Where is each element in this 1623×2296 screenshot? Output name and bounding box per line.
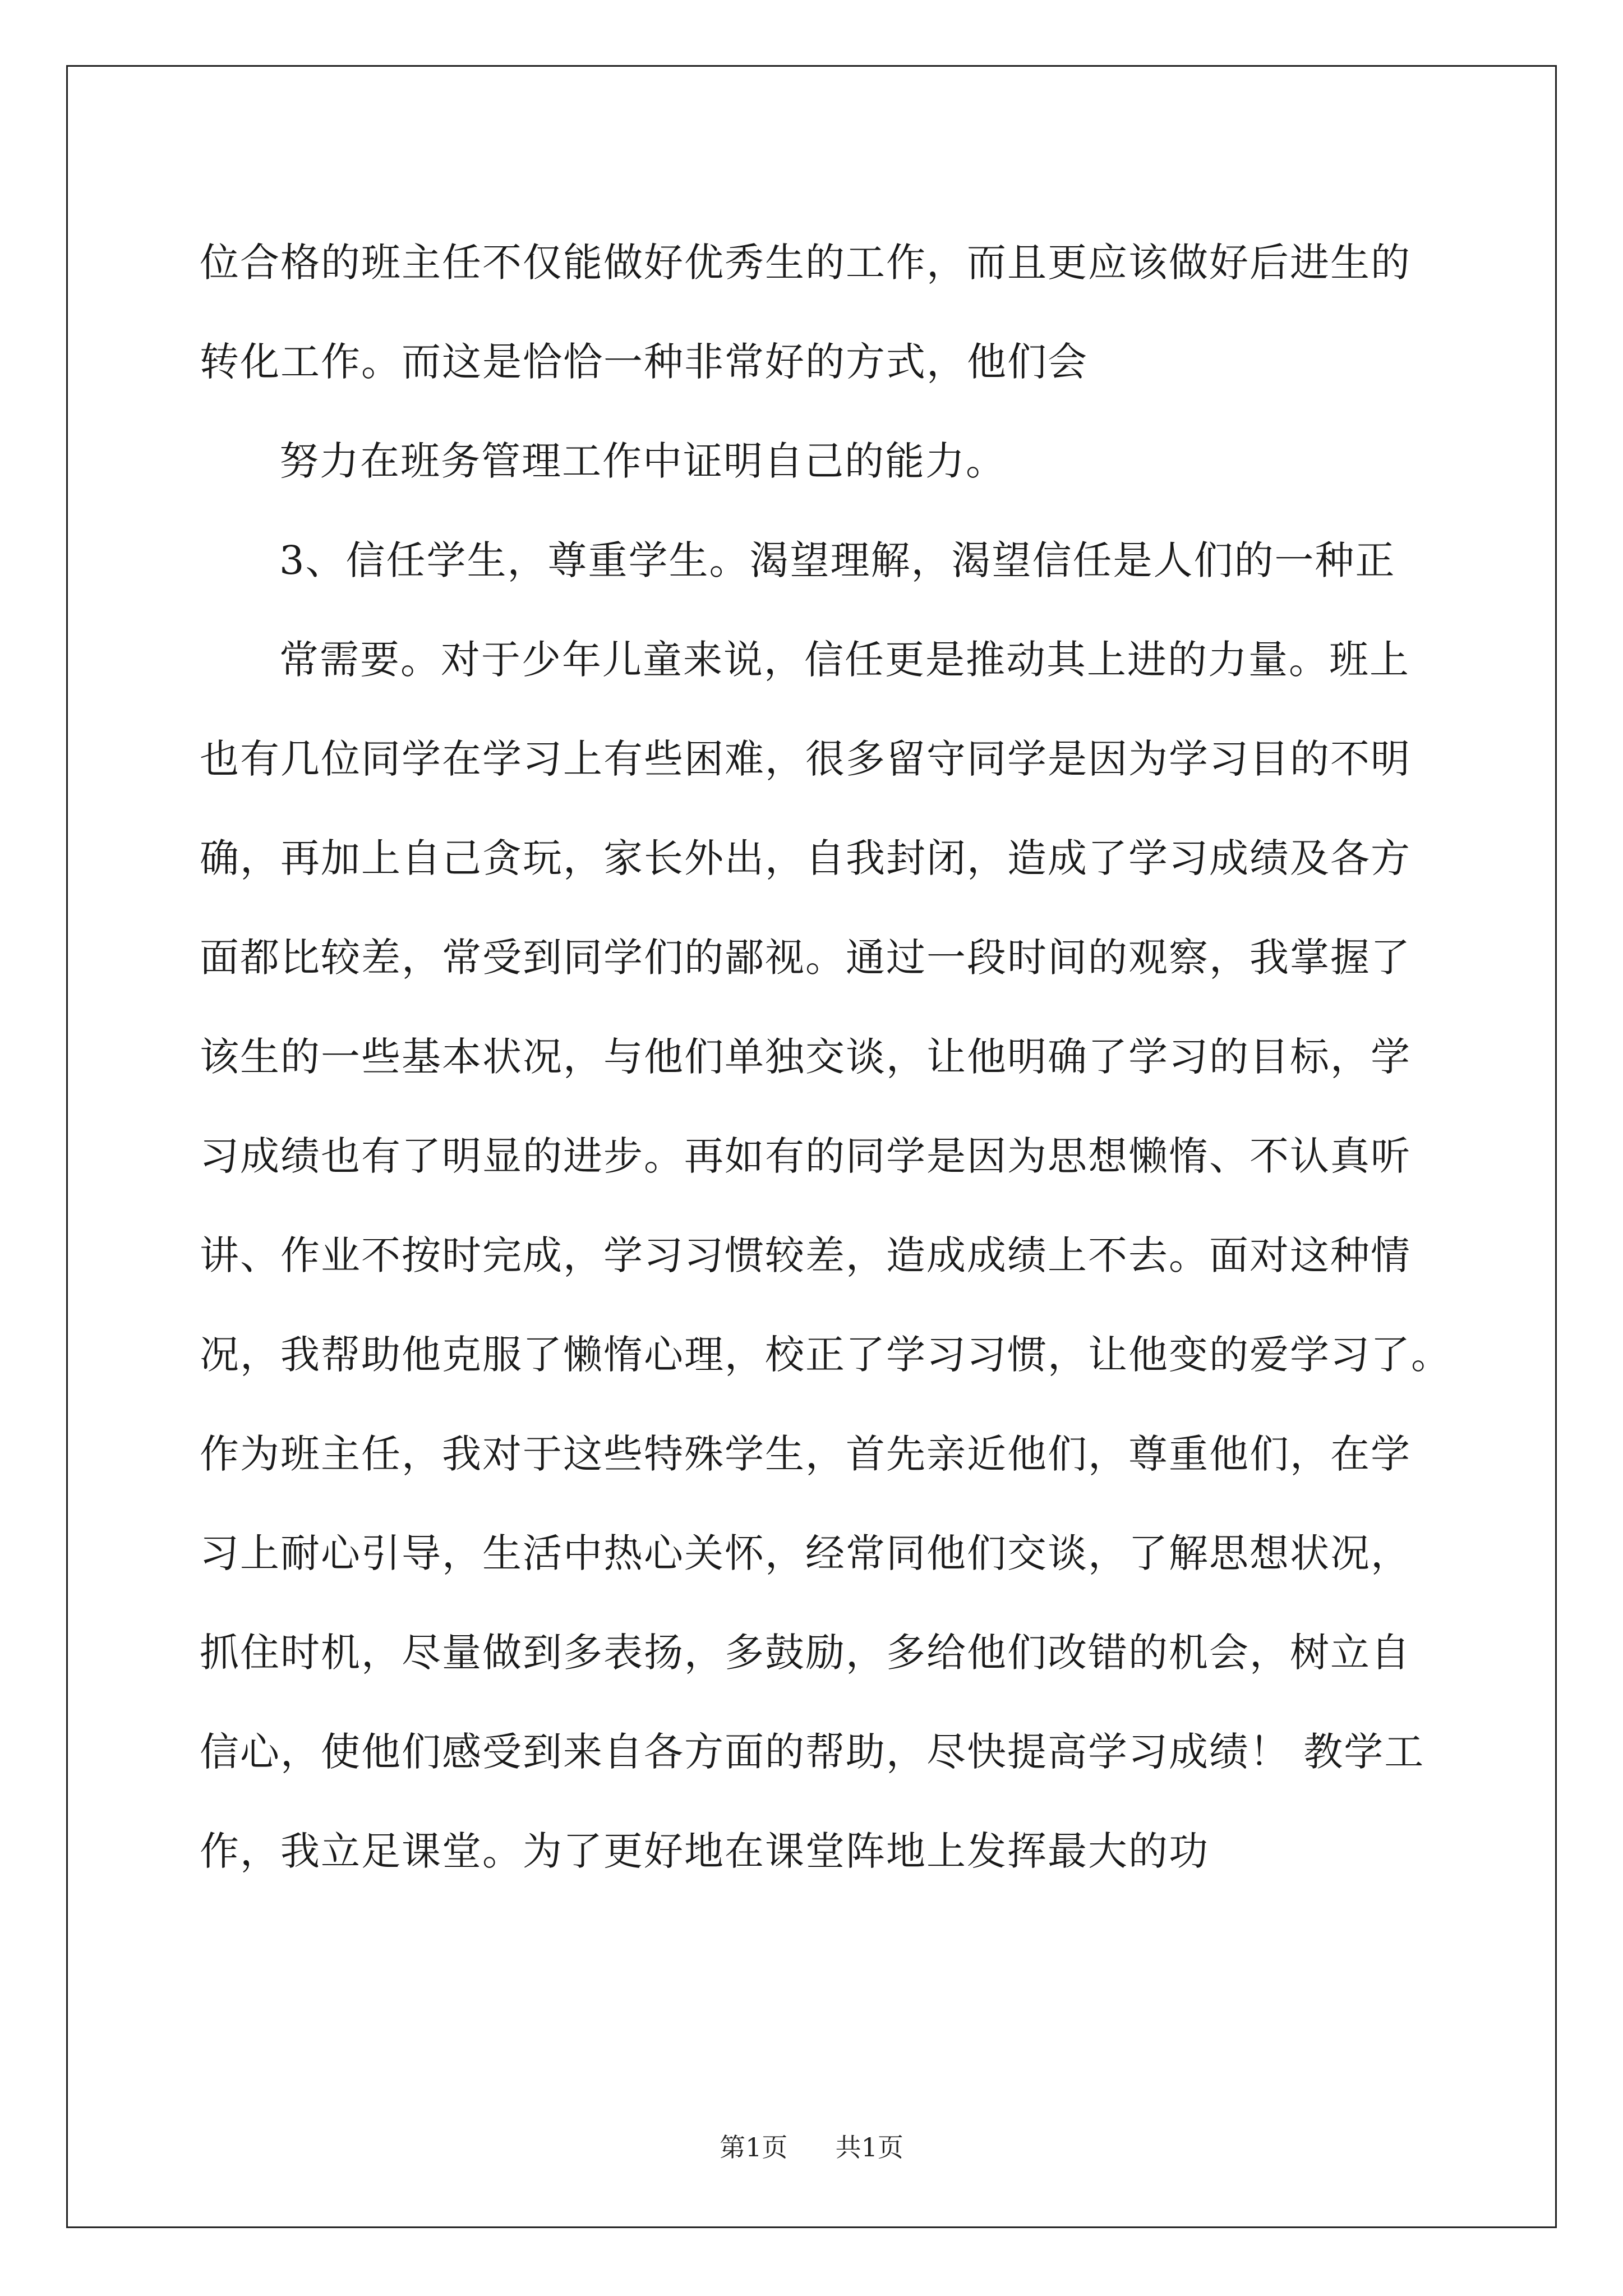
text-line: 况，我帮助他克服了懒惰心理，校正了学习习惯，让他变的爱学习了。 (200, 1332, 1451, 1378)
text-line: 作，我立足课堂。为了更好地在课堂阵地上发挥最大的功 (200, 1828, 1209, 1874)
text-line: 习上耐心引导，生活中热心关怀，经常同他们交谈，了解思想状况， (200, 1530, 1411, 1576)
text-line: 抓住时机，尽量做到多表扬，多鼓励，多给他们改错的机会，树立自 (200, 1630, 1411, 1676)
text-line: 转化工作。而这是恰恰一种非常好的方式，他们会 (200, 339, 1088, 385)
text-line: 作为班主任，我对于这些特殊学生，首先亲近他们，尊重他们，在学 (200, 1431, 1411, 1477)
document-body (200, 213, 1467, 1901)
text-line: 努力在班务管理工作中证明自己的能力。 (279, 438, 1006, 484)
text-line: 信心，使他们感受到来自各方面的帮助，尽快提高学习成绩！ 教学工 (200, 1729, 1425, 1775)
text-line: 也有几位同学在学习上有些困难，很多留守同学是因为学习目的不明 (200, 736, 1411, 782)
text-line: 习成绩也有了明显的进步。再如有的同学是因为思想懒惰、不认真听 (200, 1133, 1411, 1179)
text-line: 位合格的班主任不仅能做好优秀生的工作，而且更应该做好后进生的 (200, 240, 1411, 286)
page-total: 共1页 (835, 2132, 903, 2162)
text-line: 讲、作业不按时完成，学习习惯较差，造成成绩上不去。面对这种情 (200, 1232, 1411, 1278)
text-line: 常需要。对于少年儿童来说，信任更是推动其上进的力量。班上 (279, 637, 1410, 683)
text-line: 确，再加上自己贪玩，家长外出，自我封闭，造成了学习成绩及各方 (200, 835, 1411, 881)
text-line: 3、信任学生，尊重学生。渴望理解，渴望信任是人们的一种正 (279, 537, 1396, 583)
text-line: 该生的一些基本状况，与他们单独交谈，让他明确了学习的目标，学 (200, 1034, 1411, 1080)
page-footer (0, 2131, 1623, 2164)
page-number: 第1页 (720, 2132, 788, 2162)
text-line: 面都比较差，常受到同学们的鄙视。通过一段时间的观察，我掌握了 (200, 935, 1411, 981)
